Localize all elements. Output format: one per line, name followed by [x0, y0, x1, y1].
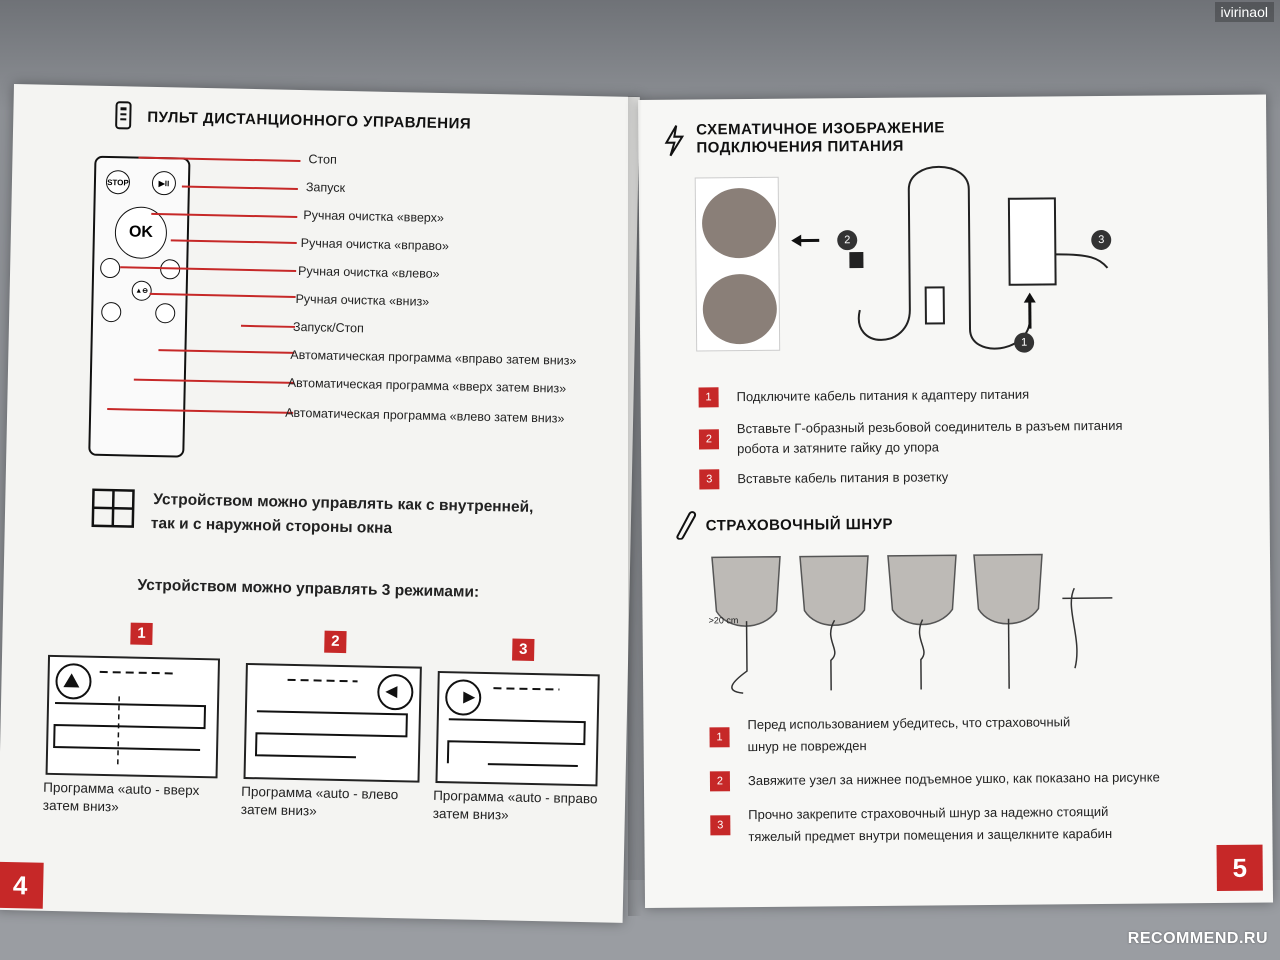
stop-button-icon: STOP	[106, 170, 130, 194]
label-manual-left: Ручная очистка «влево»	[297, 263, 440, 281]
statement-line-1: Устройством можно управлять как с внутренней,	[153, 491, 534, 516]
safety-knot-diagram	[702, 548, 1153, 702]
mode-1-caption-line2: затем вниз»	[42, 797, 119, 815]
mode-2-diagram	[243, 663, 421, 783]
label-manual-up: Ручная очистка «вверх»	[303, 208, 445, 226]
power-step-3-text: Вставьте кабель питания в розетку	[737, 469, 949, 487]
auto-left-button-icon	[155, 303, 175, 323]
page-number-right: 5	[1217, 845, 1263, 891]
mode-number-badge: 3	[512, 639, 534, 661]
robot-connector-photo	[695, 177, 781, 352]
manual-page-right	[638, 95, 1273, 908]
statement-line-2: так и с наружной стороны окна	[150, 514, 393, 538]
play-pause-button-icon: ▶II	[152, 171, 176, 195]
watermark-username: ivirinaol	[1215, 2, 1274, 22]
label-start-stop: Запуск/Стоп	[292, 319, 365, 336]
label-stop: Стоп	[308, 152, 337, 167]
remote-section-title: ПУЛЬТ ДИСТАНЦИОННОГО УПРАВЛЕНИЯ	[147, 108, 472, 133]
label-manual-down: Ручная очистка «вниз»	[295, 291, 430, 309]
diagram-marker-3: 3	[1091, 230, 1111, 250]
mode-number-badge: 1	[130, 623, 152, 645]
callout-line	[171, 239, 297, 244]
power-step-badge: 3	[699, 469, 719, 489]
power-wiring-diagram	[789, 158, 1121, 361]
mode-2-path-icon	[246, 665, 420, 781]
remote-icon	[113, 100, 136, 130]
booklet-spine	[628, 96, 642, 916]
power-step-badge: 1	[699, 387, 719, 407]
diagram-marker-1: 1	[1014, 333, 1034, 353]
watermark-recommend: RECOMMEND.RU	[1127, 930, 1268, 947]
auto-up-button-icon: ▲⊖	[131, 281, 151, 301]
safety-step-1-text-line1: Перед использованием убедитесь, что страховочный	[747, 714, 1071, 733]
safety-step-2-text: Завяжите узел за нижнее подъемное ушко, как показано на рисунке	[747, 769, 1160, 789]
label-start: Запуск	[305, 180, 346, 195]
remote-control-drawing	[88, 156, 190, 458]
mode-3-caption-line1: Программа «auto - вправо	[433, 787, 598, 807]
power-step-2-text-line2: робота и затяните гайку до упора	[736, 439, 940, 457]
mode-3-diagram	[435, 671, 599, 786]
cord-length-label: >20 cm	[708, 615, 739, 626]
mode-1-diagram	[46, 655, 220, 779]
window-icon	[91, 488, 136, 529]
safety-step-3-text-line2: тяжелый предмет внутри помещения и защелкните карабин	[748, 825, 1113, 845]
callout-line	[182, 186, 298, 190]
power-section-title-line1: СХЕМАТИЧНОЕ ИЗОБРАЖЕНИЕ	[696, 119, 945, 139]
power-section-title-line2: ПОДКЛЮЧЕНИЯ ПИТАНИЯ	[696, 137, 905, 157]
manual-page-left	[0, 84, 640, 923]
mode-2-caption-line2: затем вниз»	[240, 801, 317, 819]
callout-line	[241, 325, 295, 328]
left-round-button-icon	[100, 258, 120, 278]
label-manual-right: Ручная очистка «вправо»	[300, 236, 450, 254]
label-auto-up-down: Автоматическая программа «вверх затем вниз»	[287, 375, 567, 396]
lightning-icon	[662, 124, 686, 158]
mode-1-path-icon	[48, 657, 218, 776]
safety-step-3-text-line1: Прочно закрепите страховочный шнур за надежно стоящий	[748, 803, 1109, 823]
diagram-marker-2: 2	[837, 230, 857, 250]
safety-section-title: СТРАХОВОЧНЫЙ ШНУР	[705, 515, 894, 535]
label-auto-left-down: Автоматическая программа «влево затем вниз»	[285, 405, 565, 426]
mode-1-caption-line1: Программа «auto - вверх	[43, 779, 200, 799]
safety-step-1-text-line2: шнур не поврежден	[747, 738, 867, 755]
page-number-left: 4	[0, 862, 44, 909]
label-auto-right-down: Автоматическая программа «вправо затем вниз»	[290, 347, 577, 368]
power-step-2-text-line1: Вставьте Г-образный резьбовой соединитель в разъем питания	[736, 417, 1123, 437]
safety-step-badge: 3	[710, 815, 730, 835]
modes-title: Устройством можно управлять 3 режимами:	[137, 576, 480, 601]
mode-3-caption-line2: затем вниз»	[432, 805, 509, 823]
mode-3-path-icon	[437, 673, 597, 784]
ok-dpad-icon: OK	[114, 206, 167, 259]
mode-2-caption-line1: Программа «auto - влево	[241, 783, 399, 803]
power-step-badge: 2	[699, 429, 719, 449]
safety-step-badge: 2	[710, 771, 730, 791]
power-step-1-text: Подключите кабель питания к адаптеру питания	[736, 386, 1030, 405]
safety-step-badge: 1	[709, 727, 729, 747]
auto-right-button-icon	[101, 302, 121, 322]
mode-number-badge: 2	[324, 631, 346, 653]
carabiner-icon	[672, 509, 698, 539]
